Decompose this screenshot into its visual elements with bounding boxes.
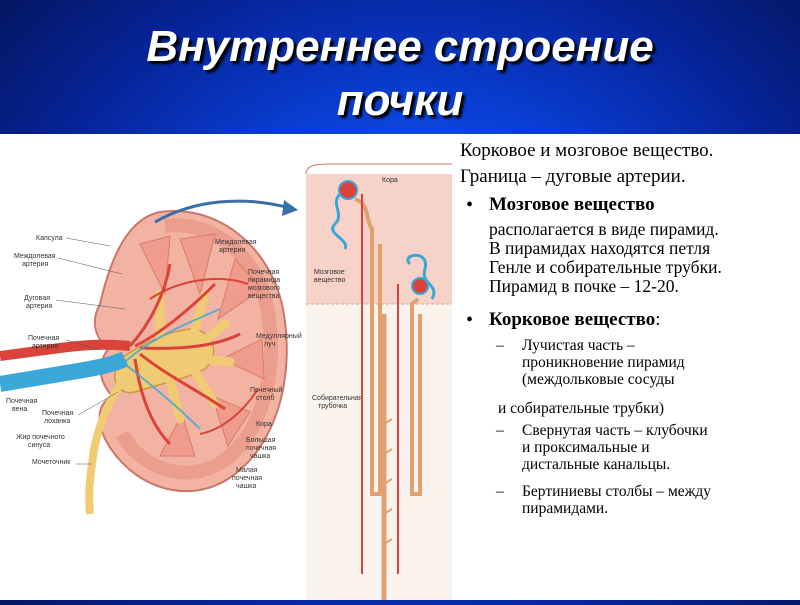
label-renal-pyramid-3: мозгового xyxy=(248,285,280,292)
label-minor-calyx-2: почечная xyxy=(232,475,263,482)
bullet-medulla-head: Мозговое вещество xyxy=(489,194,655,215)
label-renal-vein: Почечная xyxy=(6,398,38,405)
label-sinus-fat-2: синуса xyxy=(28,442,51,449)
bullet-dot-icon: • xyxy=(466,309,474,331)
label-renal-pelvis-2: лоханка xyxy=(44,418,71,425)
sub-convoluted-part xyxy=(522,422,708,473)
label-medullary-ray: Медуллярный xyxy=(256,333,302,340)
label-arcuate-artery-2: артерия xyxy=(26,303,53,310)
label-ureter: Мочеточник xyxy=(32,459,71,466)
dash-icon: – xyxy=(496,483,504,500)
text-panel xyxy=(452,134,800,600)
label-interlobar-artery-2: артерия xyxy=(22,261,49,268)
label-major-calyx-3: чашка xyxy=(250,453,271,460)
bullet-dot-icon: • xyxy=(466,194,474,216)
label-renal-artery-2: артерия xyxy=(32,343,59,350)
nephron-label-collecting-duct-2: трубочка xyxy=(318,403,348,410)
nephron-label-medulla-2: вещество xyxy=(314,277,346,284)
bullet-medulla-line: Пирамид в почке – 12-20. xyxy=(489,276,679,296)
label-major-calyx: Большая xyxy=(246,437,276,444)
nephron-panel xyxy=(306,164,452,600)
sub-line: и проксимальные и xyxy=(522,439,650,456)
label-minor-calyx-3: чашка xyxy=(236,483,257,490)
intro-line-2: Граница – дуговые артерии. xyxy=(460,166,686,187)
nephron-label-cortex: Кора xyxy=(382,177,398,184)
slide-title-line1: Внутреннее строение xyxy=(146,22,654,71)
sub-line: дистальные канальцы. xyxy=(522,456,671,473)
label-arcuate-artery: Дуговая xyxy=(24,295,51,302)
sub-bertini-columns xyxy=(522,483,711,517)
bullet-medulla-line: Генле и собирательные трубки. xyxy=(489,257,722,277)
kidney-figure xyxy=(0,134,452,600)
dash-icon: – xyxy=(496,337,504,354)
intro-line-1: Корковое и мозговое вещество. xyxy=(460,140,714,161)
sub-radiate-part xyxy=(522,337,685,388)
sub-line: пирамидами. xyxy=(522,500,609,517)
label-renal-vein-2: вена xyxy=(12,406,28,413)
label-major-calyx-2: почечная xyxy=(246,445,277,452)
sub-radiate-continuation: и собирательные трубки) xyxy=(498,400,665,417)
sub-line: (междольковые сосуды xyxy=(522,371,675,388)
sub-line: Свернутая часть – клубочки xyxy=(522,422,708,439)
sub-line: Бертиниевы столбы – между xyxy=(522,483,712,500)
glomerulus xyxy=(339,181,357,199)
bullet-medulla xyxy=(466,194,655,216)
label-renal-column-2: столб xyxy=(256,395,275,402)
label-sinus-fat: Жир почечного xyxy=(16,434,65,441)
label-interlobar-artery-right: Междолевая xyxy=(215,239,257,246)
label-renal-pyramid: Почечная xyxy=(248,269,280,276)
label-capsule: Капсула xyxy=(36,235,63,242)
nephron-label-medulla: Мозговое xyxy=(314,269,345,276)
bullet-medulla-line: В пирамидах находятся петля xyxy=(489,238,711,258)
kidney-diagram xyxy=(0,134,452,600)
nephron-label-collecting-duct: Собирательная xyxy=(312,395,363,402)
label-renal-pyramid-4: вещества xyxy=(248,293,280,300)
bullet-cortex-head: Корковое вещество xyxy=(489,309,656,330)
bullet-cortex xyxy=(466,309,661,331)
label-renal-pelvis: Почечная xyxy=(42,410,74,417)
label-minor-calyx: Малая xyxy=(236,467,258,474)
label-medullary-ray-2: луч xyxy=(264,341,276,348)
label-interlobar-artery-right-2: артерия xyxy=(219,247,246,254)
sub-line: Лучистая часть – xyxy=(522,337,635,354)
bullet-cortex-colon: : xyxy=(655,309,661,330)
label-renal-artery: Почечная xyxy=(28,335,60,342)
label-renal-pyramid-2: пирамида xyxy=(248,277,281,284)
slide-title-line2: почки xyxy=(336,76,464,125)
label-renal-column: Почечный xyxy=(250,387,283,394)
bullet-medulla-line: располагается в виде пирамид. xyxy=(489,219,719,239)
bullet-medulla-body xyxy=(489,220,722,296)
label-cortex: Кора xyxy=(256,421,272,428)
sub-line: проникновение пирамид xyxy=(522,354,685,371)
dash-icon: – xyxy=(496,422,504,439)
label-interlobar-artery: Междолевая xyxy=(14,253,56,260)
